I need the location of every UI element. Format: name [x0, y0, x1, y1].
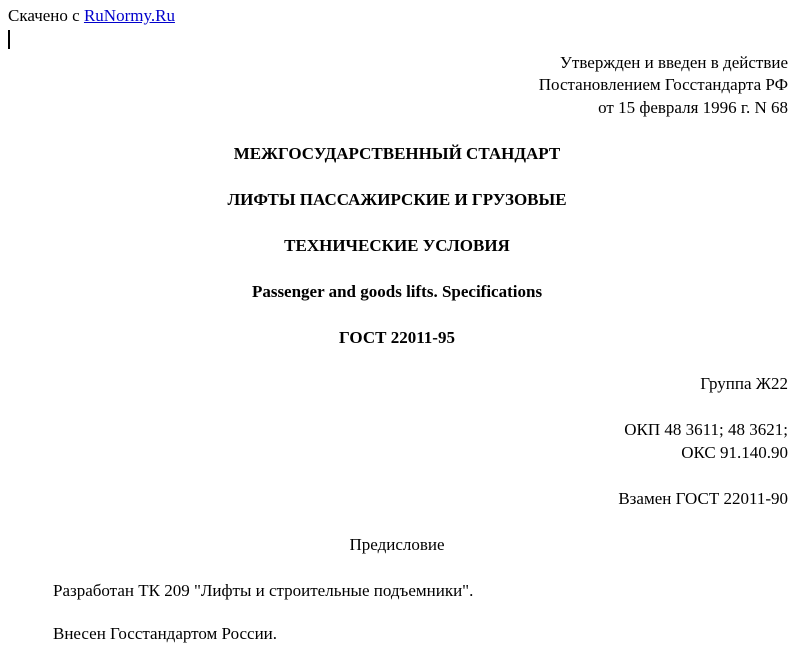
replaces-standard: Взамен ГОСТ 22011-90 [618, 489, 788, 508]
approval-line-3: от 15 февраля 1996 г. N 68 [598, 98, 788, 117]
download-source-line [8, 5, 175, 27]
standard-subtitle-heading: ТЕХНИЧЕСКИЕ УСЛОВИЯ [284, 236, 510, 255]
standard-code-heading: ГОСТ 22011-95 [339, 328, 455, 347]
runormy-link[interactable]: RuNormy.Ru [83, 6, 175, 25]
approval-line-1: Утвержден и введен в действие [559, 53, 788, 72]
group-label: Группа Ж22 [700, 374, 788, 393]
foreword-developed-text: Разработан ТК 209 "Лифты и строительные подъемники". [53, 581, 474, 600]
approval-line-2: Постановлением Госстандарта РФ [538, 75, 788, 94]
foreword-introduced-text: Внесен Госстандартом России. [53, 624, 278, 643]
foreword-heading: Предисловие [349, 535, 445, 554]
text-cursor [8, 30, 10, 49]
english-title-heading: Passenger and goods lifts. Specifications [251, 282, 543, 301]
standard-name-heading: ЛИФТЫ ПАССАЖИРСКИЕ И ГРУЗОВЫЕ [227, 190, 567, 209]
oks-code: ОКС 91.140.90 [681, 443, 788, 462]
download-source-prefix: Скачено с [8, 6, 84, 25]
okp-codes: ОКП 48 3611; 48 3621; [624, 420, 788, 439]
standard-type-heading: МЕЖГОСУДАРСТВЕННЫЙ СТАНДАРТ [233, 144, 561, 163]
